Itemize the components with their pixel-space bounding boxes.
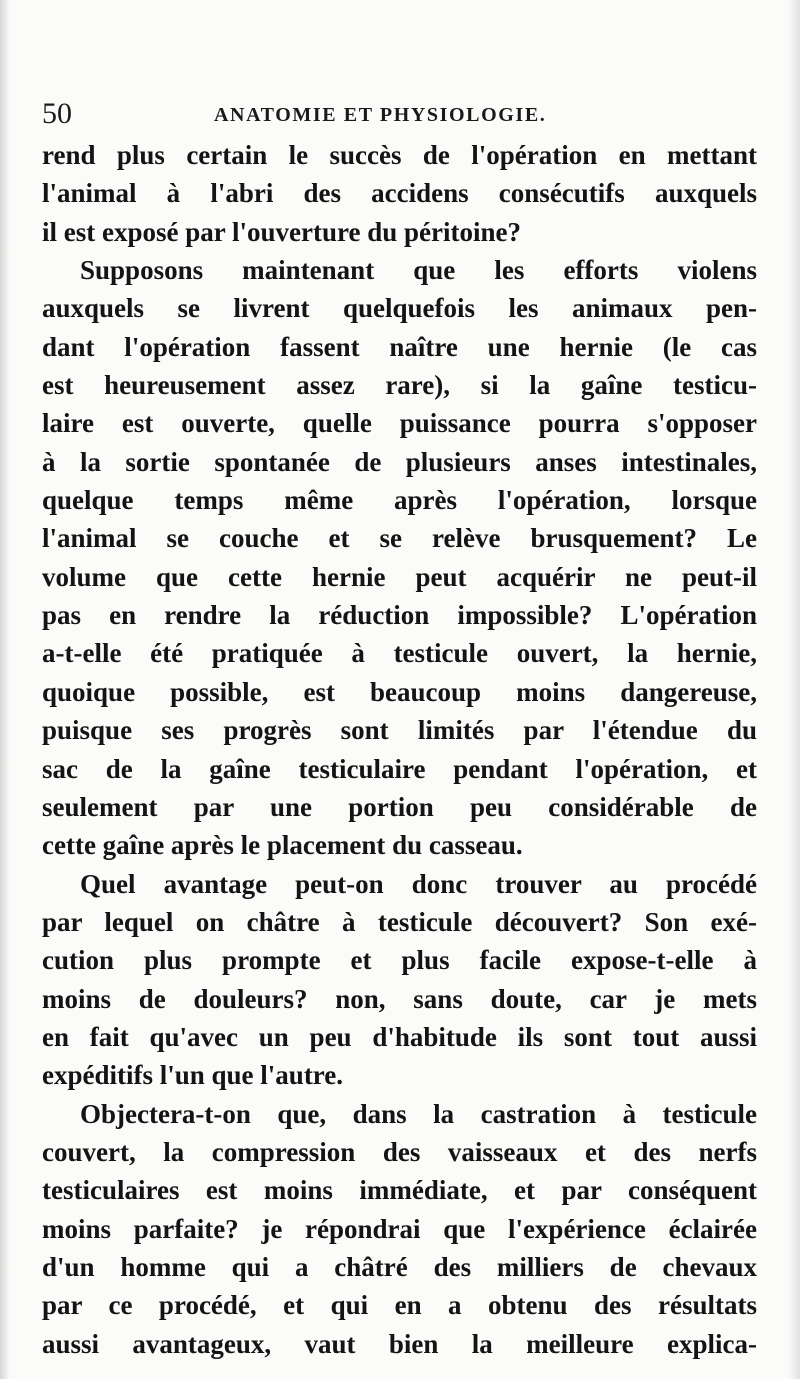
text-line: Objectera-t-on que, dans la castration à testicule bbox=[80, 1098, 757, 1129]
text-line: seulement par une portion peu considérable de bbox=[42, 791, 757, 822]
text-line: dant l'opération fassent naître une hernie (le cas bbox=[42, 331, 757, 362]
running-head bbox=[42, 96, 752, 136]
text-line: laire est ouverte, quelle puissance pourra s'opposer bbox=[42, 408, 757, 439]
text-line: cette gaîne après le placement du casseau. bbox=[42, 830, 523, 861]
text-line: moins parfaite? je répondrai que l'expérience éclairée bbox=[42, 1213, 757, 1244]
text-line: l'animal à l'abri des accidens consécutifs auxquels bbox=[42, 178, 757, 209]
page-gutter-right bbox=[788, 0, 800, 1379]
page-number: 50 bbox=[42, 97, 72, 130]
text-line: expéditifs l'un que l'autre. bbox=[42, 1060, 344, 1091]
text-line: l'animal se couche et se relève brusquement? Le bbox=[42, 523, 757, 554]
text-line: quelque temps même après l'opération, lorsque bbox=[42, 485, 757, 516]
page-gutter-left bbox=[0, 0, 10, 1379]
text-line: quoique possible, est beaucoup moins dangereuse, bbox=[42, 676, 757, 707]
text-line: cution plus prompte et plus facile expose-t-elle à bbox=[42, 945, 757, 976]
text-line: à la sortie spontanée de plusieurs anses intestinales, bbox=[42, 446, 757, 477]
text-line: auxquels se livrent quelquefois les animaux pen- bbox=[42, 293, 757, 324]
text-line: a-t-elle été pratiquée à testicule ouvert, la hernie, bbox=[42, 638, 757, 669]
text-line: il est exposé par l'ouverture du péritoine? bbox=[42, 216, 521, 247]
text-line: couvert, la compression des vaisseaux et des nerfs bbox=[42, 1136, 757, 1167]
text-line: Quel avantage peut-on donc trouver au procédé bbox=[80, 868, 757, 899]
text-line: sac de la gaîne testiculaire pendant l'opération, et bbox=[42, 753, 757, 784]
text-line: puisque ses progrès sont limités par l'étendue du bbox=[42, 715, 757, 746]
running-head-title: ANATOMIE ET PHYSIOLOGIE. bbox=[214, 104, 547, 126]
text-line: moins de douleurs? non, sans doute, car je mets bbox=[42, 983, 757, 1014]
text-line: testiculaires est moins immédiate, et par conséquent bbox=[42, 1175, 757, 1206]
text-line: est heureusement assez rare), si la gaîne testicu- bbox=[42, 370, 757, 401]
text-line: pas en rendre la réduction impossible? L'opération bbox=[42, 600, 757, 631]
body-text bbox=[42, 136, 757, 1363]
text-line: Supposons maintenant que les efforts violens bbox=[80, 255, 757, 286]
text-line: par lequel on châtre à testicule découvert? Son exé- bbox=[42, 906, 757, 937]
text-line: aussi avantageux, vaut bien la meilleure explica- bbox=[42, 1328, 757, 1359]
text-line: d'un homme qui a châtré des milliers de chevaux bbox=[42, 1251, 757, 1282]
text-line: en fait qu'avec un peu d'habitude ils sont tout aussi bbox=[42, 1021, 757, 1052]
text-line: par ce procédé, et qui en a obtenu des résultats bbox=[42, 1290, 757, 1321]
text-line: volume que cette hernie peut acquérir ne peut-il bbox=[42, 561, 757, 592]
text-line: rend plus certain le succès de l'opération en mettant bbox=[42, 140, 757, 170]
